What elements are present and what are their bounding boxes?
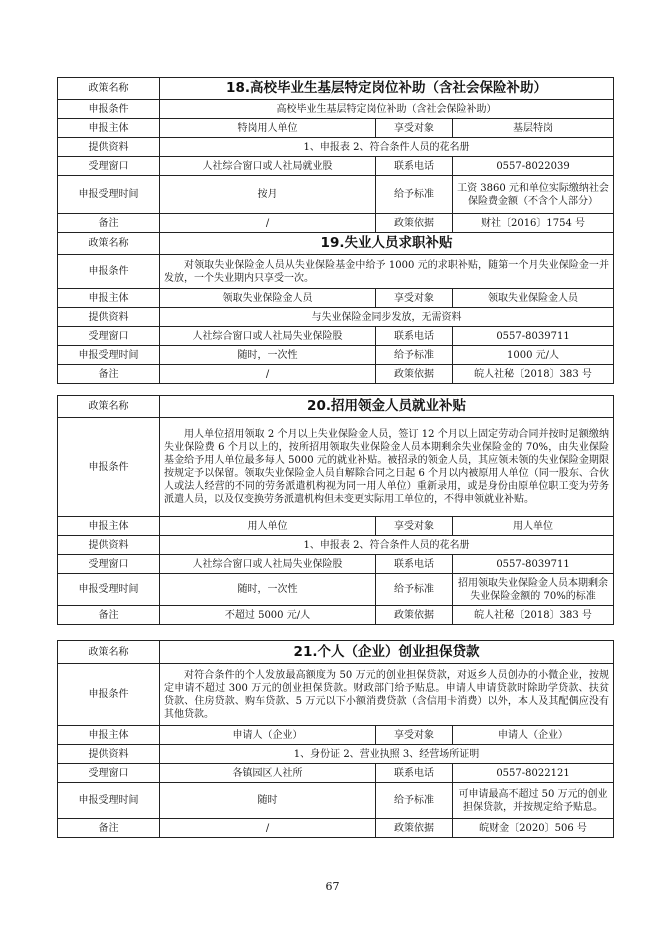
standard-label: 给予标准 — [376, 574, 453, 606]
materials-label: 提供资料 — [58, 536, 160, 555]
policy-name-label: 政策名称 — [58, 233, 160, 255]
conditions-label: 申报条件 — [58, 255, 160, 289]
beneficiary-label: 享受对象 — [376, 119, 453, 138]
materials-label: 提供资料 — [58, 308, 160, 327]
policy-title: 19.失业人员求职补贴 — [160, 233, 614, 255]
standard-value: 工资 3860 元和单位实际缴纳社会保险费金额（不含个人部分） — [453, 176, 614, 214]
window-value: 各镇园区人社所 — [160, 764, 376, 783]
standard-value: 可申请最高不超过 50 万元的创业担保贷款，并按规定给予贴息。 — [453, 783, 614, 819]
remark-label: 备注 — [58, 606, 160, 625]
applicant-label: 申报主体 — [58, 517, 160, 536]
phone-label: 联系电话 — [376, 157, 453, 176]
remark-value: 不超过 5000 元/人 — [160, 606, 376, 625]
time-value: 随时，一次性 — [160, 574, 376, 606]
remark-label: 备注 — [58, 365, 160, 384]
window-label: 受理窗口 — [58, 327, 160, 346]
time-label: 申报受理时间 — [58, 783, 160, 819]
time-label: 申报受理时间 — [58, 176, 160, 214]
policy-name-label: 政策名称 — [58, 78, 160, 100]
applicant-label: 申报主体 — [58, 289, 160, 308]
conditions-value: 对领取失业保险金人员从失业保险基金中给予 1000 元的求职补贴，随第一个月失业保险金一并发放，一个失业期内只享受一次。 — [160, 255, 614, 289]
time-label: 申报受理时间 — [58, 574, 160, 606]
time-value: 随时，一次性 — [160, 346, 376, 365]
applicant-label: 申报主体 — [58, 726, 160, 745]
basis-value: 皖人社秘〔2018〕383 号 — [453, 606, 614, 625]
window-value: 人社综合窗口或人社局失业保险股 — [160, 327, 376, 346]
window-value: 人社综合窗口或人社局失业保险股 — [160, 555, 376, 574]
standard-label: 给予标准 — [376, 176, 453, 214]
window-label: 受理窗口 — [58, 764, 160, 783]
phone-label: 联系电话 — [376, 327, 453, 346]
page-number: 67 — [325, 880, 340, 893]
remark-value: / — [160, 365, 376, 384]
applicant-value: 特岗用人单位 — [160, 119, 376, 138]
standard-label: 给予标准 — [376, 346, 453, 365]
policy-table-20 — [57, 395, 614, 625]
phone-value: 0557-8022121 — [453, 764, 614, 783]
conditions-value: 对符合条件的个人发放最高额度为 50 万元的创业担保贷款，对返乡人员创办的小微企业，按规定申请不超过 300 万元的创业担保贷款。财政部门给予贴息。申请人申请贷款时除助学贷款、扶贫贷款、住房贷款、购车贷款、5 万元以下小额消费贷款（含信用卡消费）以外，本人及其配偶应没有其他贷款。 — [160, 664, 614, 726]
remark-label: 备注 — [58, 214, 160, 233]
time-value: 按月 — [160, 176, 376, 214]
basis-label: 政策依据 — [376, 606, 453, 625]
materials-value: 与失业保险金同步发放，无需资料 — [160, 308, 614, 327]
policy-name-label: 政策名称 — [58, 641, 160, 664]
policy-title: 20.招用领金人员就业补贴 — [160, 396, 614, 418]
materials-label: 提供资料 — [58, 745, 160, 764]
window-value: 人社综合窗口或人社局就业股 — [160, 157, 376, 176]
phone-label: 联系电话 — [376, 764, 453, 783]
beneficiary-value: 申请人（企业） — [453, 726, 614, 745]
materials-value: 1、申报表 2、符合条件人员的花名册 — [160, 536, 614, 555]
beneficiary-label: 享受对象 — [376, 289, 453, 308]
conditions-label: 申报条件 — [58, 664, 160, 726]
applicant-value: 领取失业保险金人员 — [160, 289, 376, 308]
applicant-value: 用人单位 — [160, 517, 376, 536]
basis-label: 政策依据 — [376, 819, 453, 838]
conditions-label: 申报条件 — [58, 100, 160, 119]
standard-value: 1000 元/人 — [453, 346, 614, 365]
materials-value: 1、身份证 2、营业执照 3、经营场所证明 — [160, 745, 614, 764]
conditions-value: 用人单位招用领取 2 个月以上失业保险金人员，签订 12 个月以上固定劳动合同并按时足额缴纳失业保险费 6 个月以上的，按所招用领取失业保险金人员本期剩余失业保险金的 70%，由失业保险基金给予用人单位最多每人 5000 元的就业补贴。被招录的领金人员，其应领未领的失业保险金期限按规定予以保留。领取失业保险金人员自解除合同之日起 6 个月以内被原用人单位（同一股东、合伙人或法人经营的不同的劳务派遣机构视为同一用人单位）重新录用，或是身份由原单位职工变为劳务派遣人员，以及仅变换劳务派遣机构但未变更实际用工单位的，不得申领就业补贴。 — [160, 418, 614, 517]
policy-table-21 — [57, 640, 614, 838]
conditions-value: 高校毕业生基层特定岗位补助（含社会保险补助） — [160, 100, 614, 119]
standard-value: 招用领取失业保险金人员本期剩余失业保险金额的 70%的标准 — [453, 574, 614, 606]
beneficiary-label: 享受对象 — [376, 517, 453, 536]
beneficiary-label: 享受对象 — [376, 726, 453, 745]
beneficiary-value: 领取失业保险金人员 — [453, 289, 614, 308]
basis-label: 政策依据 — [376, 214, 453, 233]
policy-table-18 — [57, 77, 614, 233]
remark-value: / — [160, 214, 376, 233]
phone-label: 联系电话 — [376, 555, 453, 574]
policy-title: 18.高校毕业生基层特定岗位补助（含社会保险补助） — [160, 78, 614, 100]
phone-value: 0557-8039711 — [453, 327, 614, 346]
conditions-label: 申报条件 — [58, 418, 160, 517]
window-label: 受理窗口 — [58, 555, 160, 574]
applicant-value: 申请人（企业） — [160, 726, 376, 745]
remark-value: / — [160, 819, 376, 838]
basis-value: 财社〔2016〕1754 号 — [453, 214, 614, 233]
applicant-label: 申报主体 — [58, 119, 160, 138]
materials-label: 提供资料 — [58, 138, 160, 157]
policy-table-19 — [57, 232, 614, 384]
standard-label: 给予标准 — [376, 783, 453, 819]
remark-label: 备注 — [58, 819, 160, 838]
time-value: 随时 — [160, 783, 376, 819]
time-label: 申报受理时间 — [58, 346, 160, 365]
phone-value: 0557-8022039 — [453, 157, 614, 176]
basis-value: 皖财金〔2020〕506 号 — [453, 819, 614, 838]
beneficiary-value: 用人单位 — [453, 517, 614, 536]
basis-label: 政策依据 — [376, 365, 453, 384]
policy-name-label: 政策名称 — [58, 396, 160, 418]
policy-title: 21.个人（企业）创业担保贷款 — [160, 641, 614, 664]
beneficiary-value: 基层特岗 — [453, 119, 614, 138]
basis-value: 皖人社秘〔2018〕383 号 — [453, 365, 614, 384]
phone-value: 0557-8039711 — [453, 555, 614, 574]
materials-value: 1、申报表 2、符合条件人员的花名册 — [160, 138, 614, 157]
window-label: 受理窗口 — [58, 157, 160, 176]
